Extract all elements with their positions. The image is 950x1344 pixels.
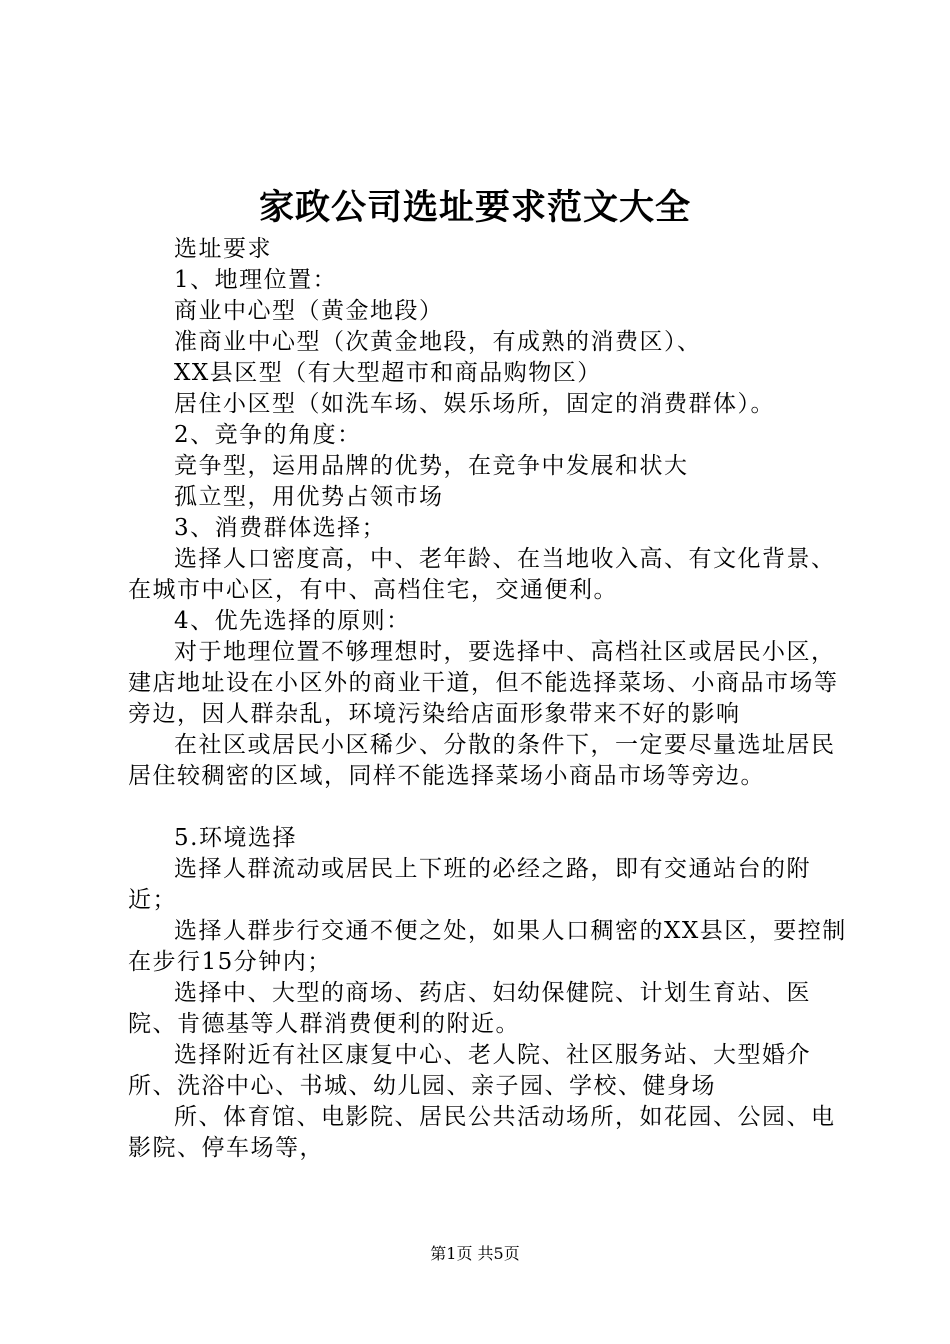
section-heading: 5.环境选择 — [174, 825, 297, 851]
paragraph: 1、地理位置： — [174, 267, 338, 293]
paragraph: 在社区或居民小区稀少、分散的条件下，一定要尽量选址居民居住较稠密的区域，同样不能选择菜场小商品市场等旁边。 — [128, 732, 836, 789]
paragraph: 竞争型，运用品牌的优势，在竞争中发展和状大 — [174, 453, 689, 479]
paragraph: XX县区型（有大型超市和商品购物区） — [174, 360, 602, 386]
paragraph: 选择人口密度高，中、老年龄、在当地收入高、有文化背景、在城市中心区，有中、高档住宅，交通便利。 — [128, 546, 836, 603]
paragraph: 4、优先选择的原则： — [174, 608, 411, 634]
paragraph: 准商业中心型（次黄金地段，有成熟的消费区）、 — [174, 329, 702, 355]
paragraph: 3、消费群体选择； — [174, 515, 387, 541]
paragraph: 对于地理位置不够理想时，要选择中、高档社区或居民小区，建店地址设在小区外的商业干道，但不能选择菜场、小商品市场等旁边，因人群杂乱，环境污染给店面形象带来不好的影响 — [128, 639, 839, 727]
paragraph: 选择人群步行交通不便之处，如果人口稠密的XX县区，要控制在步行15分钟内； — [128, 918, 847, 975]
paragraph: 孤立型，用优势占领市场 — [174, 484, 444, 510]
paragraph: 选址要求 — [174, 236, 272, 262]
document-title: 家政公司选址要求范文大全 — [258, 187, 691, 228]
paragraph: 居住小区型（如洗车场、娱乐场所，固定的消费群体）。 — [174, 391, 775, 417]
document-body — [128, 234, 848, 1164]
paragraph: 选择人群流动或居民上下班的必经之路，即有交通站台的附近； — [128, 856, 811, 913]
paragraph: 选择中、大型的商场、药店、妇幼保健院、计划生育站、医院、肯德基等人群消费便利的附近。 — [128, 980, 811, 1037]
paragraph: 所、体育馆、电影院、居民公共活动场所，如花园、公园、电影院、停车场等， — [128, 1104, 836, 1161]
paragraph: 选择附近有社区康复中心、老人院、社区服务站、大型婚介所、洗浴中心、书城、幼儿园、亲子园、学校、健身场 — [128, 1042, 811, 1099]
paragraph: 商业中心型（黄金地段） — [174, 298, 444, 324]
paragraph: 2、竞争的角度： — [174, 422, 362, 448]
page-footer: 第1页 共5页 — [430, 1244, 520, 1263]
